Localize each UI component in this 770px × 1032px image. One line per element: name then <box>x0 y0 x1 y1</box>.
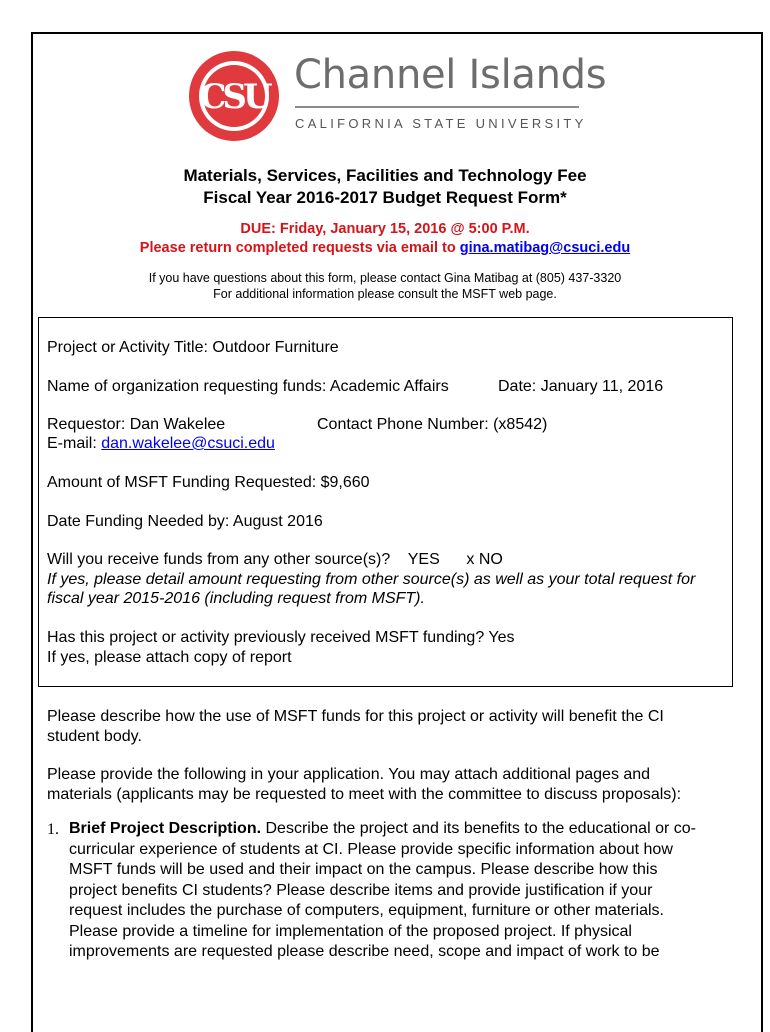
requestor-email-link[interactable]: dan.wakelee@csuci.edu <box>101 435 275 452</box>
date-field: Date: January 11, 2016 <box>498 378 664 395</box>
csu-seal-icon <box>188 50 280 142</box>
project-title-field: Project or Activity Title: Outdoor Furniture <box>47 339 339 356</box>
contact-phone-field: Contact Phone Number: (x8542) <box>317 416 548 433</box>
instructions-line2: materials (applicants may be requested to meet with the committee to discuss proposals): <box>47 786 682 803</box>
return-instructions <box>0 240 770 256</box>
other-sources-note-line2: fiscal year 2015-2016 (including request from MSFT). <box>47 590 425 607</box>
project-description-item <box>69 819 719 963</box>
logo-divider <box>295 106 579 108</box>
item1-line: Describe the project and its benefits to the educational or co- <box>261 820 696 837</box>
application-instructions <box>47 765 727 805</box>
other-sources-question: Will you receive funds from any other source(s)? YES x NO <box>47 551 503 568</box>
svg-text:CSU: CSU <box>199 77 269 117</box>
list-number-1: 1. <box>47 821 59 838</box>
organization-field: Name of organization requesting funds: Academic Affairs <box>47 378 449 395</box>
csu-channel-islands-logo <box>188 50 607 142</box>
amount-requested-field: Amount of MSFT Funding Requested: $9,660 <box>47 474 370 491</box>
instructions-line1: Please provide the following in your application. You may attach additional pages and <box>47 766 651 783</box>
requestor-field: Requestor: Dan Wakelee <box>47 416 226 433</box>
previous-funding-note: If yes, please attach copy of report <box>47 649 292 666</box>
item1-line: project benefits CI students? Please describe items and provide justification if your <box>69 881 653 899</box>
form-title-line1: Materials, Services, Facilities and Technology Fee <box>183 166 587 185</box>
logo-name: Channel Islands <box>294 52 607 98</box>
other-sources-note-line1: If yes, please detail amount requesting from other source(s) as well as your total request for <box>47 571 696 588</box>
logo-subtitle: CALIFORNIA STATE UNIVERSITY <box>295 116 587 131</box>
return-text: Please return completed requests via email to <box>139 240 460 256</box>
email-label: E-mail: <box>47 435 102 452</box>
benefit-line1: Please describe how the use of MSFT funds for this project or activity will benefit the CI <box>47 708 664 725</box>
item1-line: curricular experience of students at CI. Please provide specific information about how <box>69 840 673 858</box>
previous-funding-question: Has this project or activity previously received MSFT funding? Yes <box>47 629 515 646</box>
item1-line: request includes the purchase of computers, equipment, furniture or other materials. <box>69 902 664 919</box>
form-title-line2: Fiscal Year 2016-2017 Budget Request Form* <box>203 188 567 207</box>
benefit-line2: student body. <box>47 728 142 745</box>
benefit-paragraph <box>47 707 727 747</box>
return-email-link[interactable]: gina.matibag@csuci.edu <box>459 240 631 256</box>
item1-line: MSFT funds will be used and their impact on the campus. Please describe how this <box>69 861 658 878</box>
item1-line: Please provide a timeline for implementation of the proposed project. If physical <box>69 922 632 940</box>
email-field <box>47 435 275 453</box>
item1-line: improvements are requested please describe need, scope and impact of work to be <box>69 943 660 960</box>
date-needed-field: Date Funding Needed by: August 2016 <box>47 513 323 530</box>
additional-info: For additional information please consult the MSFT web page. <box>213 287 557 301</box>
due-date: DUE: Friday, January 15, 2016 @ 5:00 P.M. <box>240 221 530 237</box>
item1-heading: Brief Project Description. <box>69 820 262 837</box>
contact-info: If you have questions about this form, please contact Gina Matibag at (805) 437-3320 <box>148 271 622 285</box>
